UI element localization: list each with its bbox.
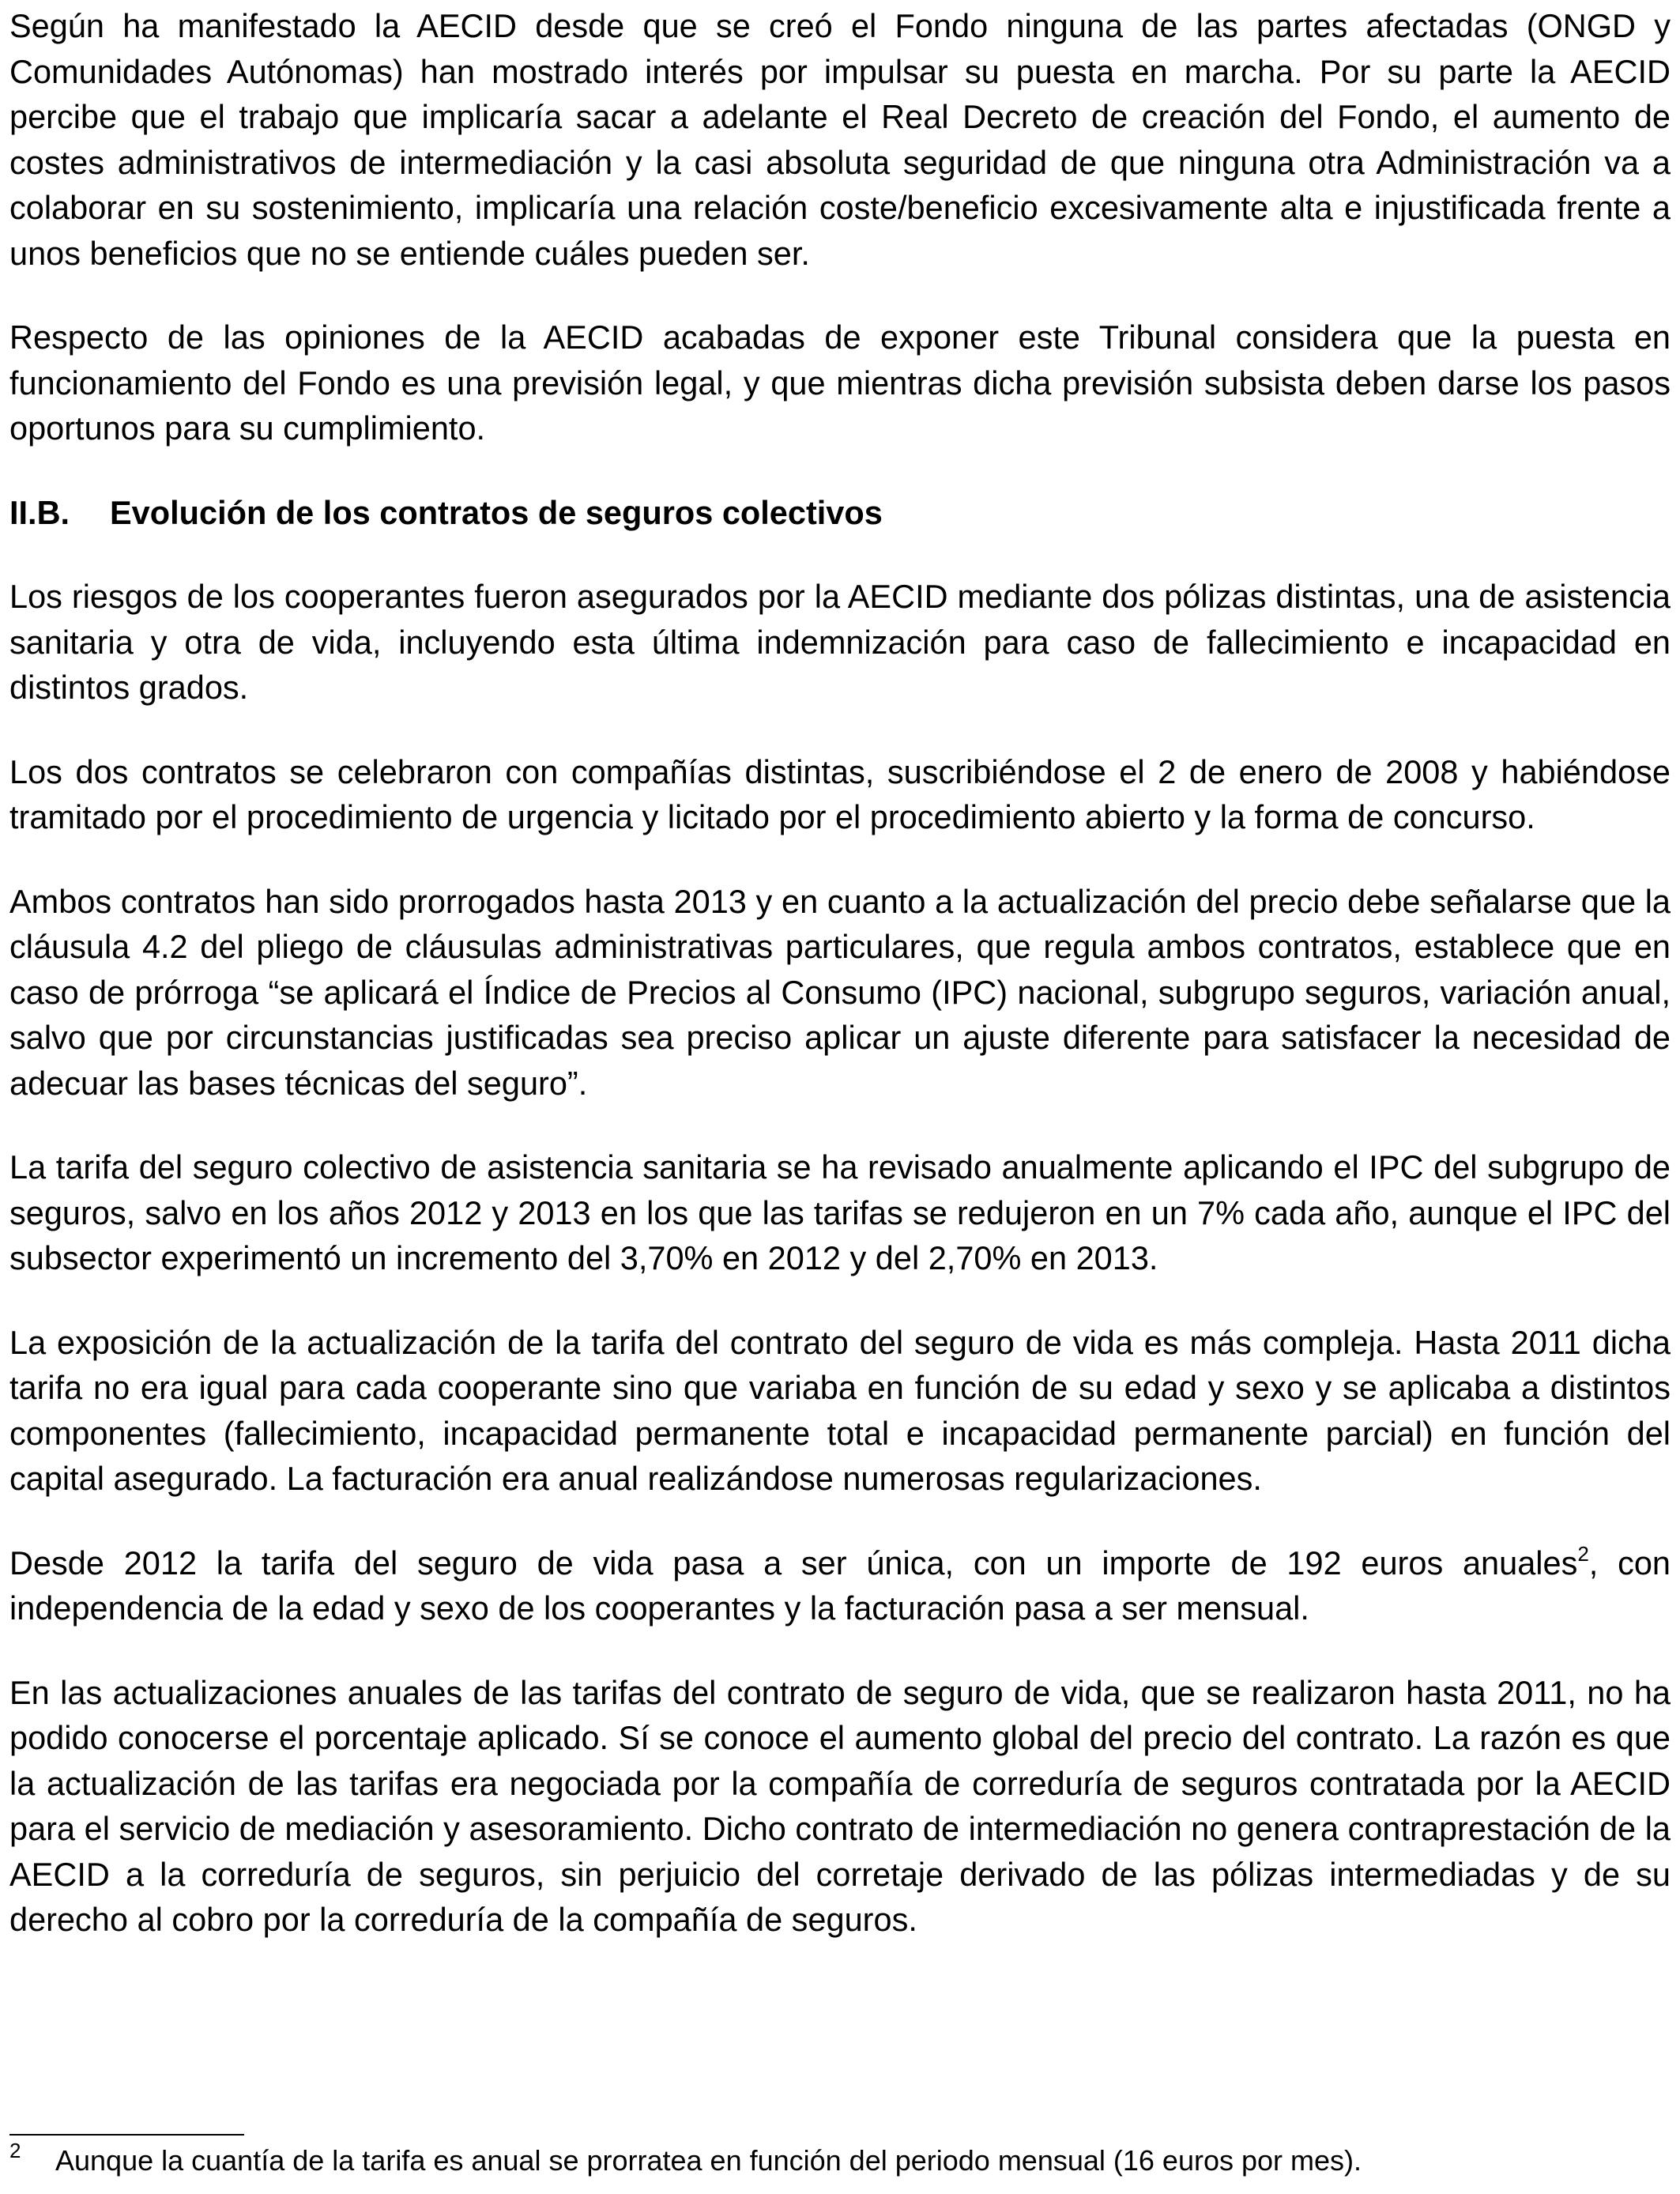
footnote-mark: 2 bbox=[9, 2139, 21, 2162]
paragraph-tarifa-unica bbox=[9, 1540, 1671, 1631]
paragraph-tarifa-vida: La exposición de la actualización de la tarifa del contrato del seguro de vida es más compleja. Hasta 2011 dicha tarifa no era igual para cada cooperante sino que variaba en función de su edad y sexo y se aplicaba a distintos componentes (fallecimiento, incapacidad permanente total e incapacidad permanente parcial) en función del capital asegurado. La facturación era anual realizándose numerosas regularizaciones. bbox=[9, 1323, 1671, 1497]
paragraph-fondo-aecid: Según ha manifestado la AECID desde que se creó el Fondo ninguna de las partes afectadas (ONGD y Comunidades Autónomas) han mostrado interés por impulsar su puesta en marcha. Por su parte la AECID percibe que el trabajo que implicaría sacar a adelante el Real Decreto de creación del Fondo, el aumento de costes administrativos de intermediación y la casi absoluta seguridad de que ninguna otra Administración va a colaborar en su sostenimiento, implicaría una relación coste/beneficio excesivamente alta e injustificada frente a unos beneficios que no se entiende cuáles pueden ser. bbox=[9, 7, 1671, 272]
footnote-reference: 2 bbox=[1577, 1541, 1589, 1566]
document-body bbox=[9, 3, 1671, 1981]
paragraph-tribunal-opinion: Respecto de las opiniones de la AECID acabadas de exponer este Tribunal considera que la puesta en funcionamiento del Fondo es una previsión legal, y que mientras dicha previsión subsista deben darse los pasos oportunos para su cumplimiento. bbox=[9, 319, 1671, 447]
paragraph-tarifa-unica-end: , con independencia de la edad y sexo de los cooperantes y la facturación pasa a ser mensual. bbox=[9, 1544, 1671, 1627]
paragraph-actualizaciones: En las actualizaciones anuales de las tarifas del contrato de seguro de vida, que se realizaron hasta 2011, no ha podido conocerse el porcentaje aplicado. Sí se conoce el aumento global del precio del contrato. La razón es que la actualización de las tarifas era negociada por la compañía de correduría de seguros contratada por la AECID para el servicio de mediación y asesoramiento. Dicho contrato de intermediación no genera contraprestación de la AECID a la correduría de seguros, sin perjuicio del corretaje derivado de las pólizas intermediadas y de su derecho al cobro por la correduría de la compañía de seguros. bbox=[9, 1673, 1671, 1938]
paragraph-prorroga: Ambos contratos han sido prorrogados hasta 2013 y en cuanto a la actualización del precio debe señalarse que la cláusula 4.2 del pliego de cláusulas administrativas particulares, que regula ambos contratos, establece que en caso de prórroga “se aplicará el Índice de Precios al Consumo (IPC) nacional, subgrupo seguros, variación anual, salvo que por circunstancias justificadas sea preciso aplicar un ajuste diferente para satisfacer la necesidad de adecuar las bases técnicas del seguro”. bbox=[9, 882, 1671, 1102]
paragraph-tarifa-sanitaria: La tarifa del seguro colectivo de asistencia sanitaria se ha revisado anualmente aplicando el IPC del subgrupo de seguros, salvo en los años 2012 y 2013 en los que las tarifas se redujeron en un 7% cada año, aunque el IPC del subsector experimentó un incremento del 3,70% en 2012 y del 2,70% en 2013. bbox=[9, 1148, 1671, 1276]
section-title: Evolución de los contratos de seguros colectivos bbox=[110, 493, 883, 531]
footnote bbox=[9, 2139, 1671, 2178]
paragraph-riesgos: Los riesgos de los cooperantes fueron asegurados por la AECID mediante dos pólizas distintas, una de asistencia sanitaria y otra de vida, incluyendo esta última indemnización para caso de fallecimiento e incapacidad en distintos grados. bbox=[9, 578, 1671, 706]
paragraph-contratos: Los dos contratos se celebraron con compañías distintas, suscribiéndose el 2 de enero de 2008 y habiéndose tramitado por el procedimiento de urgencia y licitado por el procedimiento abierto y la forma de concurso. bbox=[9, 752, 1671, 835]
section-heading bbox=[9, 490, 1671, 536]
section-number: II.B. bbox=[9, 493, 70, 531]
footnote-text: Aunque la cuantía de la tarifa es anual se prorratea en función del periodo mensual (16 euros por mes). bbox=[55, 2144, 1362, 2177]
paragraph-tarifa-unica-start: Desde 2012 la tarifa del seguro de vida pasa a ser única, con un importe de 192 euros anuales bbox=[9, 1544, 1578, 1581]
footnote-divider bbox=[9, 2134, 244, 2136]
